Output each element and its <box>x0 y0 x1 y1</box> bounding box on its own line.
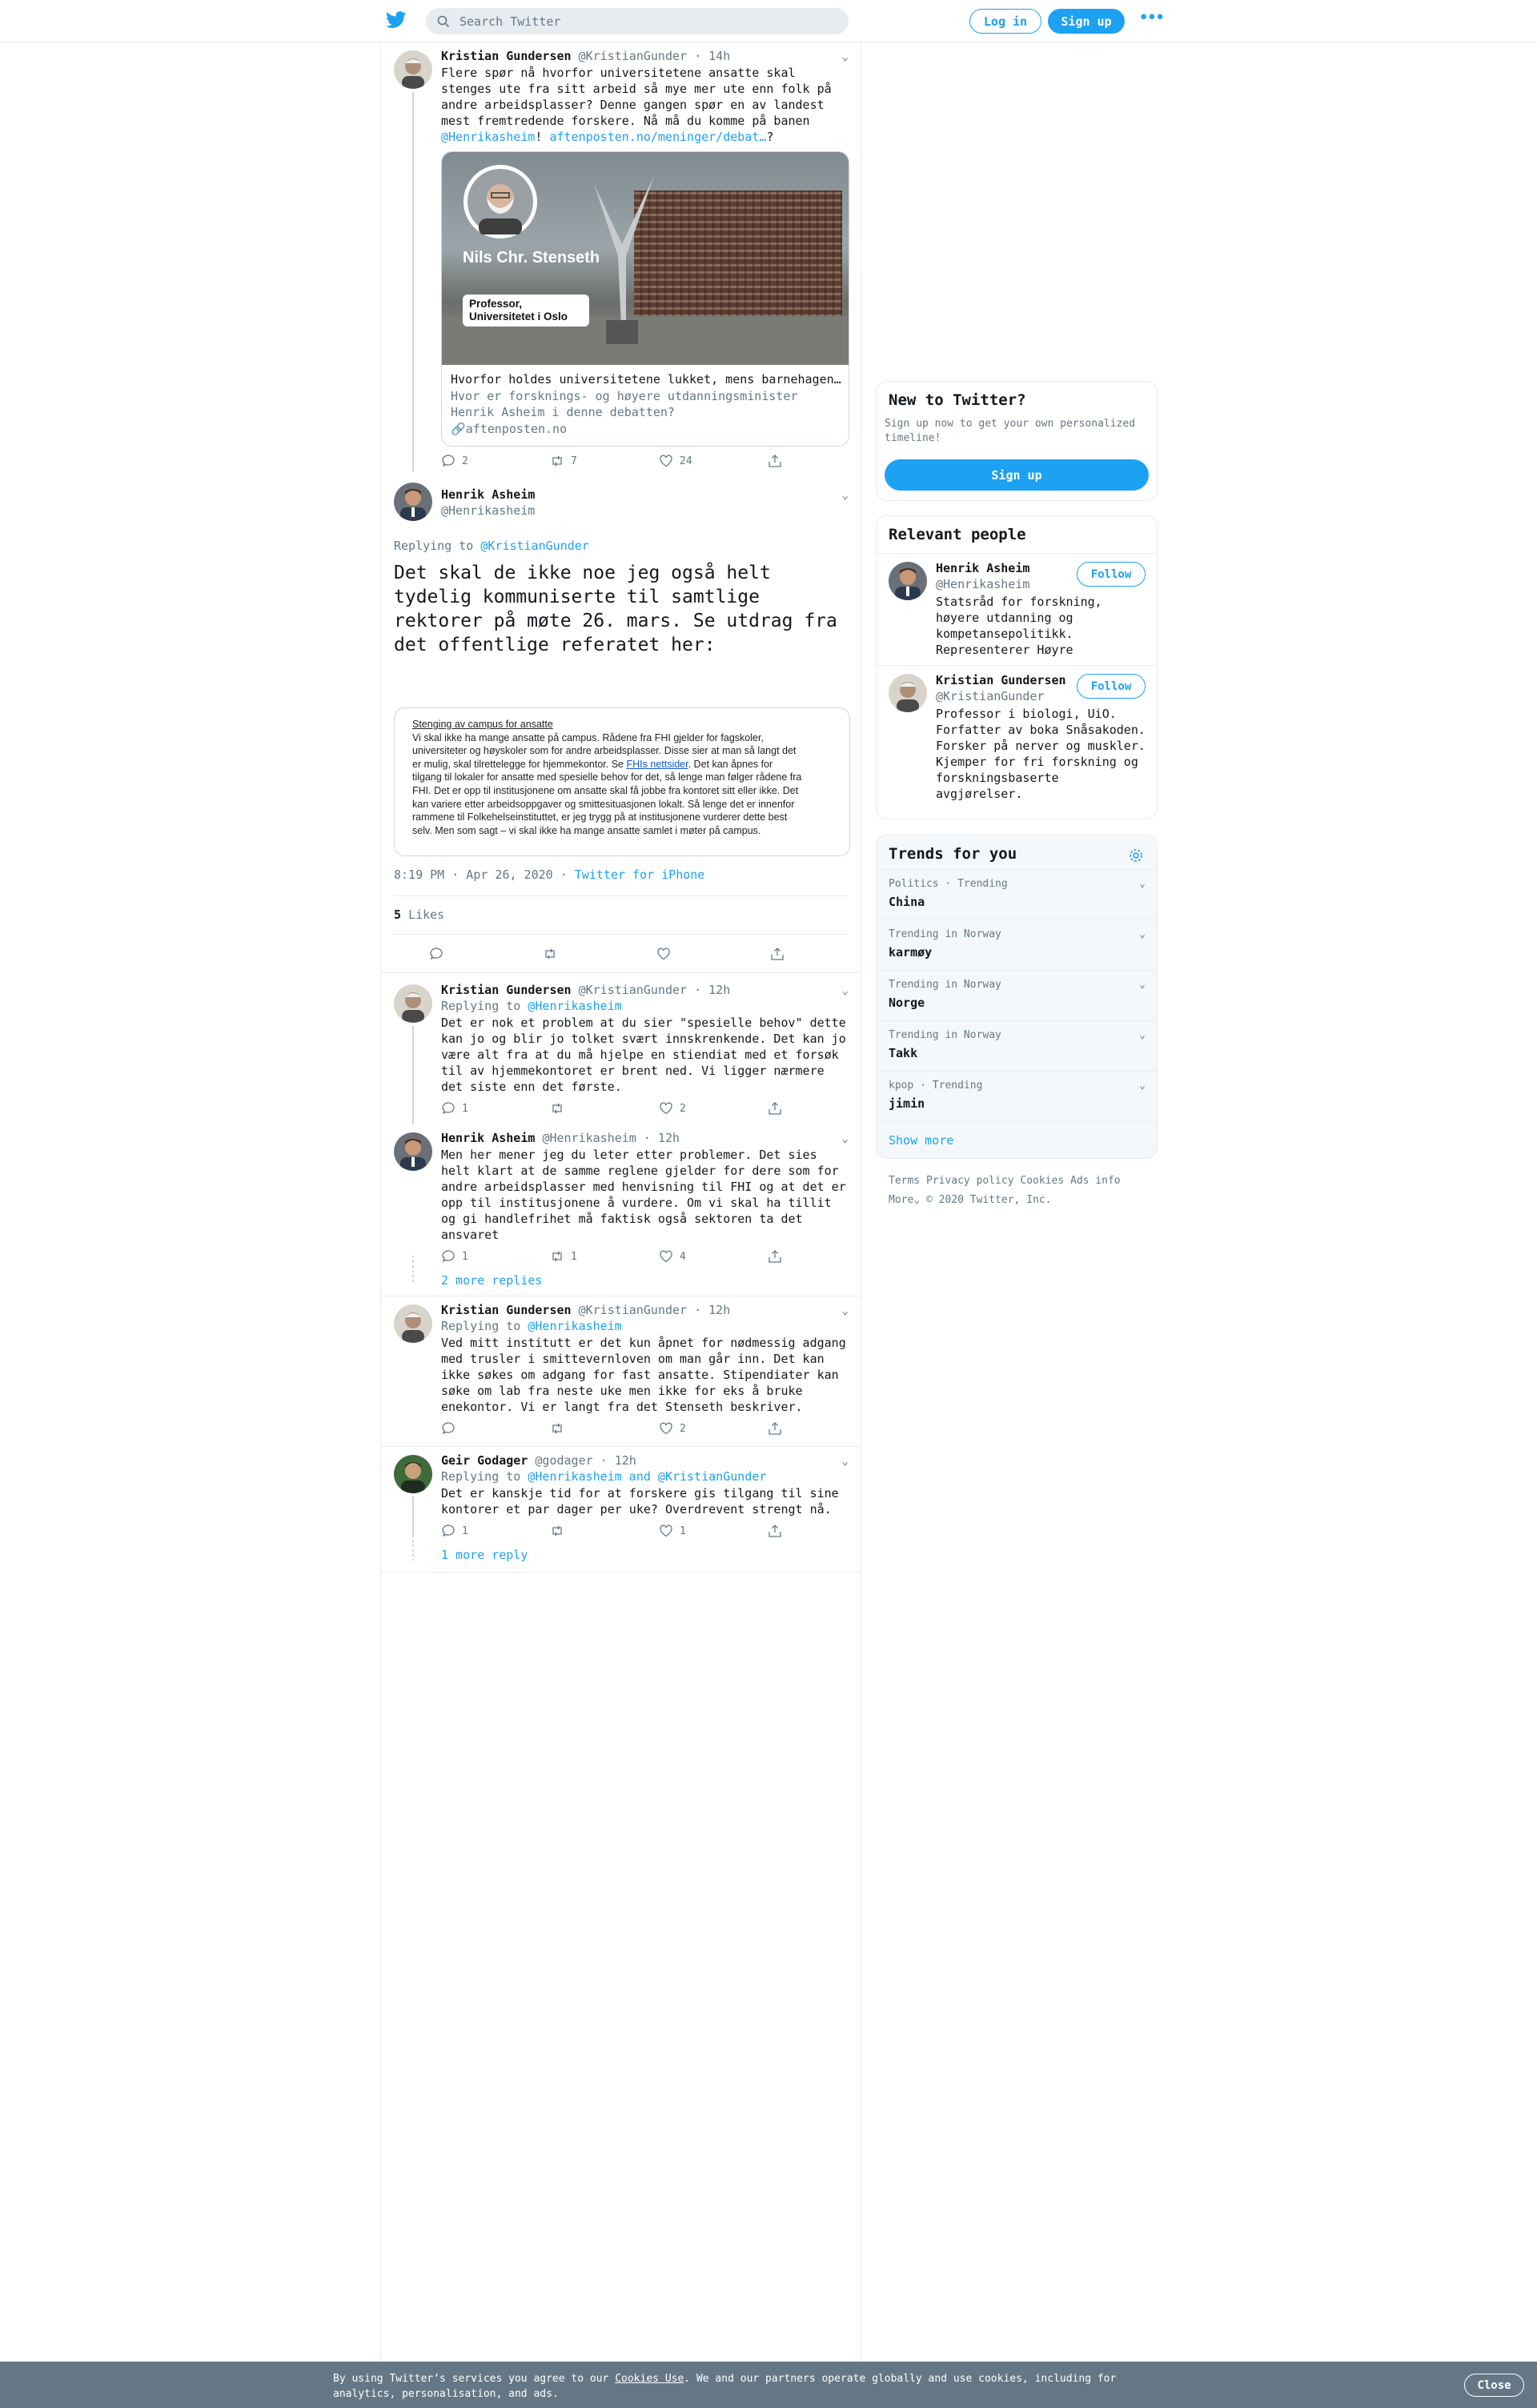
retweet-icon <box>550 454 564 468</box>
mention-link[interactable]: @Henrikasheim <box>441 130 536 144</box>
heart-icon <box>659 1101 673 1116</box>
tweet-header <box>441 49 730 63</box>
tweet-time[interactable]: · 12h <box>600 1453 636 1468</box>
login-button[interactable]: Log in <box>969 9 1041 34</box>
footer-row <box>889 1172 1121 1191</box>
like-count: 1 <box>680 1525 686 1537</box>
avatar[interactable] <box>394 1132 432 1171</box>
doc-heading: Stenging av campus for ansatte <box>412 719 553 730</box>
link-card[interactable] <box>441 151 849 447</box>
replying-label: Replying to <box>441 999 521 1013</box>
share-button[interactable] <box>768 1101 877 1116</box>
reply-count: 1 <box>462 1525 468 1537</box>
reply-button[interactable] <box>429 947 543 961</box>
chevron-down-icon: ⌄ <box>913 1194 921 1206</box>
reply-icon <box>429 947 443 961</box>
timestamp[interactable]: 8:19 PM · Apr 26, 2020 <box>394 867 553 882</box>
like-button[interactable] <box>659 1421 768 1436</box>
trend-name: Norge <box>889 996 925 1010</box>
close-button[interactable]: Close <box>1464 2374 1524 2397</box>
retweet-icon <box>543 947 557 961</box>
like-button[interactable] <box>659 454 768 468</box>
twitter-logo-icon[interactable] <box>386 11 407 29</box>
tweet-time[interactable]: · 12h <box>694 1303 731 1317</box>
heart-icon <box>659 454 673 468</box>
chevron-down-icon[interactable]: ⌄ <box>841 1132 849 1145</box>
author-handle[interactable]: @Henrikasheim <box>542 1131 636 1145</box>
avatar[interactable] <box>394 1455 432 1493</box>
tweet-text: Det er kanskje tid for at forskere gis tilgang til sine kontorer et par dager per uke? Overdrevent strengt nå. <box>441 1486 839 1517</box>
focal-tweet <box>381 483 861 976</box>
retweet-icon <box>550 1524 564 1538</box>
like-button[interactable] <box>659 1249 768 1264</box>
retweet-icon <box>550 1101 564 1116</box>
reply-icon <box>441 1421 455 1436</box>
reply-count: 1 <box>462 1250 468 1263</box>
chevron-down-icon[interactable]: ⌄ <box>1139 878 1146 890</box>
avatar[interactable] <box>394 50 432 89</box>
panel-text: Sign up now to get your own personalized timeline! <box>885 418 1136 444</box>
tweet-actions <box>441 1101 877 1116</box>
replying-to <box>441 1469 766 1484</box>
person-row[interactable] <box>877 665 1158 819</box>
retweet-button[interactable] <box>550 1101 659 1116</box>
author-name[interactable]: Kristian Gundersen <box>441 49 572 63</box>
trend-meta: kpop · Trending <box>889 1080 983 1092</box>
reply-count: 2 <box>462 455 468 467</box>
ads-info-link[interactable]: Ads info <box>1070 1175 1121 1187</box>
mention-link[interactable]: @KristianGunder <box>480 539 589 553</box>
separator: · <box>560 867 568 882</box>
focal-actions <box>429 947 884 961</box>
doc-line <box>412 758 832 771</box>
cookie-text <box>333 2371 1134 2402</box>
reply-tweet[interactable] <box>381 1447 861 1575</box>
top-bar <box>0 0 1537 42</box>
chevron-down-icon[interactable]: ⌄ <box>1139 1080 1146 1092</box>
thread-line-dotted <box>412 1256 414 1283</box>
like-count: 4 <box>680 1250 686 1263</box>
avatar[interactable] <box>889 674 927 712</box>
tweet-text: Det er nok et problem at du sier "spesielle behov" dette kan jo og blir jo tolket svært innskrenkende. Det kan jo være alt fra at du må hjelpe en stiendiat med et forsøk til av hjemmekontoret er brent ned. Vi ligger nærmere det siste enn det første. <box>441 1016 846 1094</box>
retweet-button[interactable] <box>543 947 656 961</box>
card-overlay-role: Professor, Universitetet i Oslo <box>463 294 589 327</box>
signup-button[interactable]: Sign up <box>1048 9 1125 34</box>
more-replies-link[interactable]: 1 more reply <box>441 1548 528 1562</box>
likes-stat[interactable] <box>394 908 444 922</box>
tweet-actions <box>441 454 877 468</box>
sidebar-signup-button[interactable]: Sign up <box>885 459 1149 491</box>
author-name[interactable]: Kristian Gundersen <box>441 983 572 997</box>
reply-tweet[interactable] <box>381 976 861 1124</box>
tweet-time[interactable]: · 12h <box>643 1131 680 1145</box>
chevron-down-icon[interactable]: ⌄ <box>841 489 849 502</box>
trend-item[interactable] <box>877 970 1158 1020</box>
share-button[interactable] <box>770 947 884 961</box>
retweet-count: 1 <box>571 1250 577 1263</box>
thread-line <box>412 1026 414 1124</box>
doc-line: tilgang til lokaler for ansatte med spesielle behov for det, så lenge man følger rådene fra <box>412 771 802 783</box>
tweet-text: Men her mener jeg du leter etter problemer. Det sies helt klart at de samme reglene gjelder for dere som for andre arbeidsplasser med henvisning til FHI og at det er opp til institusjonene å vurdere. Om vi skal ha tillit og gi handlefrihet må faktisk også sektoren ta det ansvaret <box>441 1148 846 1242</box>
cookie-banner <box>0 2362 1537 2408</box>
author-handle[interactable]: @KristianGunder <box>578 49 688 63</box>
cookies-link[interactable]: Cookies <box>1020 1175 1065 1187</box>
reply-button[interactable] <box>441 454 550 468</box>
parent-tweet[interactable] <box>381 42 861 472</box>
reply-icon <box>441 1101 455 1116</box>
author-name[interactable]: Geir Godager <box>441 1453 528 1468</box>
search-box[interactable] <box>426 8 849 34</box>
chevron-down-icon[interactable]: ⌄ <box>1139 928 1146 940</box>
signup-panel <box>876 381 1158 501</box>
top-bar-inner <box>379 0 1163 42</box>
tweet-actions <box>441 1421 877 1436</box>
retweet-button[interactable] <box>550 1524 659 1538</box>
follow-button[interactable]: Follow <box>1077 562 1146 587</box>
portrait-frame <box>464 165 537 238</box>
reply-tweet[interactable] <box>381 1124 861 1296</box>
person-name[interactable]: Henrik Asheim <box>936 561 1030 575</box>
panel-title: Relevant people <box>889 526 1026 543</box>
show-more-row <box>877 1121 1158 1159</box>
heart-icon <box>659 1249 673 1264</box>
author-handle-row <box>441 503 535 518</box>
trends-panel <box>876 835 1158 1159</box>
card-domain-text: aftenposten.no <box>465 422 568 436</box>
replying-label: Replying to <box>394 539 474 553</box>
reply-button[interactable] <box>441 1524 550 1538</box>
doc-line: rammene til Folkehelseinstituttet, er jeg trygg på at institusjonene vurderer dette best <box>412 811 788 823</box>
trend-meta: Trending in Norway <box>889 1029 1001 1041</box>
url-link[interactable]: aftenposten.no/meninger/debat… <box>549 130 767 144</box>
tweet-actions <box>441 1249 877 1264</box>
person-row[interactable] <box>877 553 1158 665</box>
person-handle[interactable]: @Henrikasheim <box>936 577 1030 591</box>
cookie-text-part: By using Twitter’s services you agree to our <box>333 2373 616 2385</box>
terms-link[interactable]: Terms <box>889 1175 921 1187</box>
tweet-text <box>441 65 849 145</box>
avatar[interactable] <box>394 483 432 521</box>
trend-name: karmøy <box>889 945 933 960</box>
retweet-button[interactable] <box>550 1249 659 1264</box>
chevron-down-icon[interactable]: ⌄ <box>1139 1029 1146 1041</box>
heart-icon <box>656 947 671 961</box>
divider <box>381 972 861 973</box>
footer-links <box>889 1172 1121 1210</box>
author-handle[interactable]: @KristianGunder <box>578 983 688 997</box>
tweet-header <box>441 983 730 997</box>
share-button[interactable] <box>768 1249 877 1264</box>
reply-count: 1 <box>462 1102 468 1115</box>
mention-link[interactable]: @Henrikasheim and @KristianGunder <box>528 1469 767 1484</box>
replying-to <box>441 999 622 1013</box>
copyright: © 2020 Twitter, Inc. <box>925 1194 1052 1206</box>
tweet-text-part: ? <box>766 130 774 144</box>
trend-name: Takk <box>889 1046 918 1060</box>
like-button[interactable] <box>659 1524 768 1538</box>
avatar[interactable] <box>394 1304 432 1343</box>
trend-item[interactable] <box>877 869 1158 920</box>
chevron-down-icon[interactable]: ⌄ <box>841 1455 849 1468</box>
tweet-header <box>441 487 535 502</box>
tweet-text-part: ! <box>535 130 550 144</box>
more-menu-icon[interactable]: ••• <box>1138 8 1163 28</box>
panel-title: New to Twitter? <box>889 391 1026 409</box>
author-name[interactable]: Henrik Asheim <box>441 1131 536 1145</box>
doc-line: universiteter og høyskoler som for andre arbeidsplasser. Disse sier at man så langt det <box>412 745 797 757</box>
focal-tweet-text: Det skal de ikke noe jeg også helt tydelig kommuniserte til samtlige rektorer på møte 26. mars. Se utdrag fra det offentlige referatet her: <box>394 563 837 655</box>
tweet-actions <box>441 1524 877 1538</box>
share-icon <box>768 1524 782 1538</box>
tweet-time[interactable]: · 12h <box>694 983 731 997</box>
share-icon <box>768 454 782 468</box>
more-label: More <box>889 1194 914 1206</box>
tweet-header <box>441 1453 636 1468</box>
card-overlay-name: Nils Chr. Stenseth <box>463 249 600 266</box>
retweet-button[interactable] <box>550 454 659 468</box>
like-button[interactable] <box>659 1101 768 1116</box>
retweet-count: 7 <box>571 455 577 467</box>
reply-button[interactable] <box>441 1101 550 1116</box>
like-count: 2 <box>680 1102 686 1115</box>
tweet-header <box>441 1131 680 1145</box>
replying-to <box>394 539 589 553</box>
trend-item[interactable] <box>877 1071 1158 1121</box>
share-icon <box>768 1249 782 1264</box>
card-title[interactable]: Hvorfor holdes universitetene lukket, mens barnehagen… <box>451 372 841 387</box>
retweet-icon <box>550 1421 564 1436</box>
heart-icon <box>659 1421 673 1436</box>
follow-button[interactable]: Follow <box>1077 674 1146 699</box>
author-name[interactable]: Henrik Asheim <box>441 487 536 502</box>
trend-meta: Trending in Norway <box>889 928 1001 940</box>
source-link[interactable]: Twitter for iPhone <box>574 867 705 882</box>
person-handle[interactable]: @KristianGunder <box>936 689 1045 703</box>
footer-row <box>889 1191 1121 1210</box>
likes-label: Likes <box>408 908 445 922</box>
reply-tweet[interactable] <box>381 1296 861 1447</box>
share-button[interactable] <box>768 1524 877 1538</box>
reply-icon <box>441 454 455 468</box>
show-more-link[interactable]: Show more <box>889 1133 954 1148</box>
mention-link[interactable]: @Henrikasheim <box>528 999 622 1013</box>
person-name[interactable]: Kristian Gundersen <box>936 673 1066 687</box>
card-domain <box>451 422 567 436</box>
divider <box>394 934 849 935</box>
tweet-text: Ved mitt institutt er det kun åpnet for nødmessig adgang med trusler i smittevernloven om man går inn. Det kan ikke søkes om adgang for fast ansatte. Stipendiater kan søke om lab fra neste uke men ikke for eks å bruke enekontor. Vi er langt fra det Stenseth beskriver. <box>441 1336 846 1414</box>
chevron-down-icon[interactable]: ⌄ <box>841 1304 849 1317</box>
author-handle[interactable]: @KristianGunder <box>578 1303 688 1317</box>
like-count: 2 <box>680 1422 686 1435</box>
doc-link: FHIs nettsider <box>626 758 688 770</box>
doc-line: FHI. Det er opp til institusjonene om ansatte skal få jobbe fra kontoret sitt eller ikke. Det <box>412 784 799 796</box>
doc-text: . Det kan åpnes for <box>688 758 773 770</box>
cookie-text-part: . We and our partners operate globally and use cookies, including for analytics, personalisation, and ads. <box>333 2373 1117 2400</box>
divider <box>381 1572 861 1573</box>
more-replies-link[interactable]: 2 more replies <box>441 1273 543 1288</box>
search-input[interactable]: Search Twitter <box>459 14 561 29</box>
share-button[interactable] <box>768 1421 877 1436</box>
avatar[interactable] <box>889 562 927 600</box>
retweet-button[interactable] <box>550 1421 659 1436</box>
reply-button[interactable] <box>441 1421 550 1436</box>
timestamp-row <box>394 867 704 882</box>
chevron-down-icon[interactable]: ⌄ <box>841 984 849 997</box>
doc-text: er mulig, skal tilrettelegge for hjemmekontor. Se <box>412 758 627 770</box>
trend-meta: Trending in Norway <box>889 979 1001 991</box>
author-handle[interactable]: @godager <box>535 1453 593 1468</box>
doc-line: kan variere etter arbeidsoppgaver og smittesituasjonen lokalt. Så lenge det er innenfor <box>412 798 795 810</box>
heart-icon <box>659 1524 673 1538</box>
doc-line: Vi skal ikke ha mange ansatte på campus. Rådene fra FHI gjelder for fagskoler, <box>412 731 764 743</box>
share-icon <box>770 947 785 961</box>
share-icon <box>768 1101 782 1116</box>
trend-item[interactable] <box>877 920 1158 970</box>
tweet-text-part: Flere spør nå hvorfor universitetene ansatte skal stenges ute fra sitt arbeid så mye mer ute enn folk på andre arbeidsplasser? Denne gangen spør en av landest mest fremtredende forskere. Nå må du komme på banen <box>441 66 832 128</box>
mention-link[interactable]: @Henrikasheim <box>528 1319 622 1333</box>
portrait-photo <box>468 169 533 234</box>
divider <box>394 895 849 896</box>
retweet-icon <box>550 1249 564 1264</box>
likes-count: 5 <box>394 908 402 922</box>
like-button[interactable] <box>656 947 770 961</box>
author-name[interactable]: Kristian Gundersen <box>441 1303 572 1317</box>
conversation-column <box>380 42 861 2363</box>
like-count: 24 <box>680 455 692 467</box>
share-button[interactable] <box>768 454 877 468</box>
chevron-down-icon[interactable]: ⌄ <box>841 50 849 63</box>
thread-line <box>412 1496 414 1561</box>
reply-button[interactable] <box>441 1249 550 1264</box>
person-bio: Statsråd for forskning, høyere utdanning og kompetansepolitikk. Representerer Høyre <box>936 595 1102 657</box>
replying-label: Replying to <box>441 1469 521 1484</box>
reply-icon <box>441 1524 455 1538</box>
relevant-people-panel <box>876 515 1158 819</box>
doc-line: selv. Men som sagt – vi skal ikke ha mange ansatte samlet i møter på campus. <box>412 824 761 836</box>
tweet-header <box>441 1303 730 1317</box>
more-footer-button[interactable] <box>889 1194 920 1206</box>
card-description: Hvor er forsknings- og høyere utdanningsminister Henrik Asheim i denne debatten? <box>451 389 798 419</box>
avatar[interactable] <box>394 984 432 1023</box>
search-icon <box>437 15 450 28</box>
trend-name: jimin <box>889 1096 925 1111</box>
chevron-down-icon[interactable]: ⌄ <box>1139 979 1146 991</box>
tweet-time[interactable]: · 14h <box>694 49 731 63</box>
trend-item[interactable] <box>877 1020 1158 1071</box>
privacy-link[interactable]: Privacy policy <box>925 1175 1014 1187</box>
cookies-use-link[interactable]: Cookies Use <box>615 2373 684 2385</box>
replying-label: Replying to <box>441 1319 521 1333</box>
tweet-image[interactable] <box>394 707 850 856</box>
replying-to <box>441 1319 622 1333</box>
author-handle[interactable]: @Henrikasheim <box>441 503 536 518</box>
thread-line <box>412 92 414 472</box>
trend-meta: Politics · Trending <box>889 878 1008 890</box>
gear-icon[interactable] <box>1128 847 1144 863</box>
person-bio: Professor i biologi, UiO. Forfatter av boka Snåsakoden. Forsker på nerver og muskler. Kjemper for fri forskning og forskningsbaserte avgjørelser. <box>936 707 1146 801</box>
reply-icon <box>441 1249 455 1264</box>
panel-title: Trends for you <box>889 845 1017 863</box>
share-icon <box>768 1421 782 1436</box>
trend-name: China <box>889 895 925 909</box>
link-icon: 🔗 <box>451 422 466 436</box>
card-image <box>442 152 849 365</box>
